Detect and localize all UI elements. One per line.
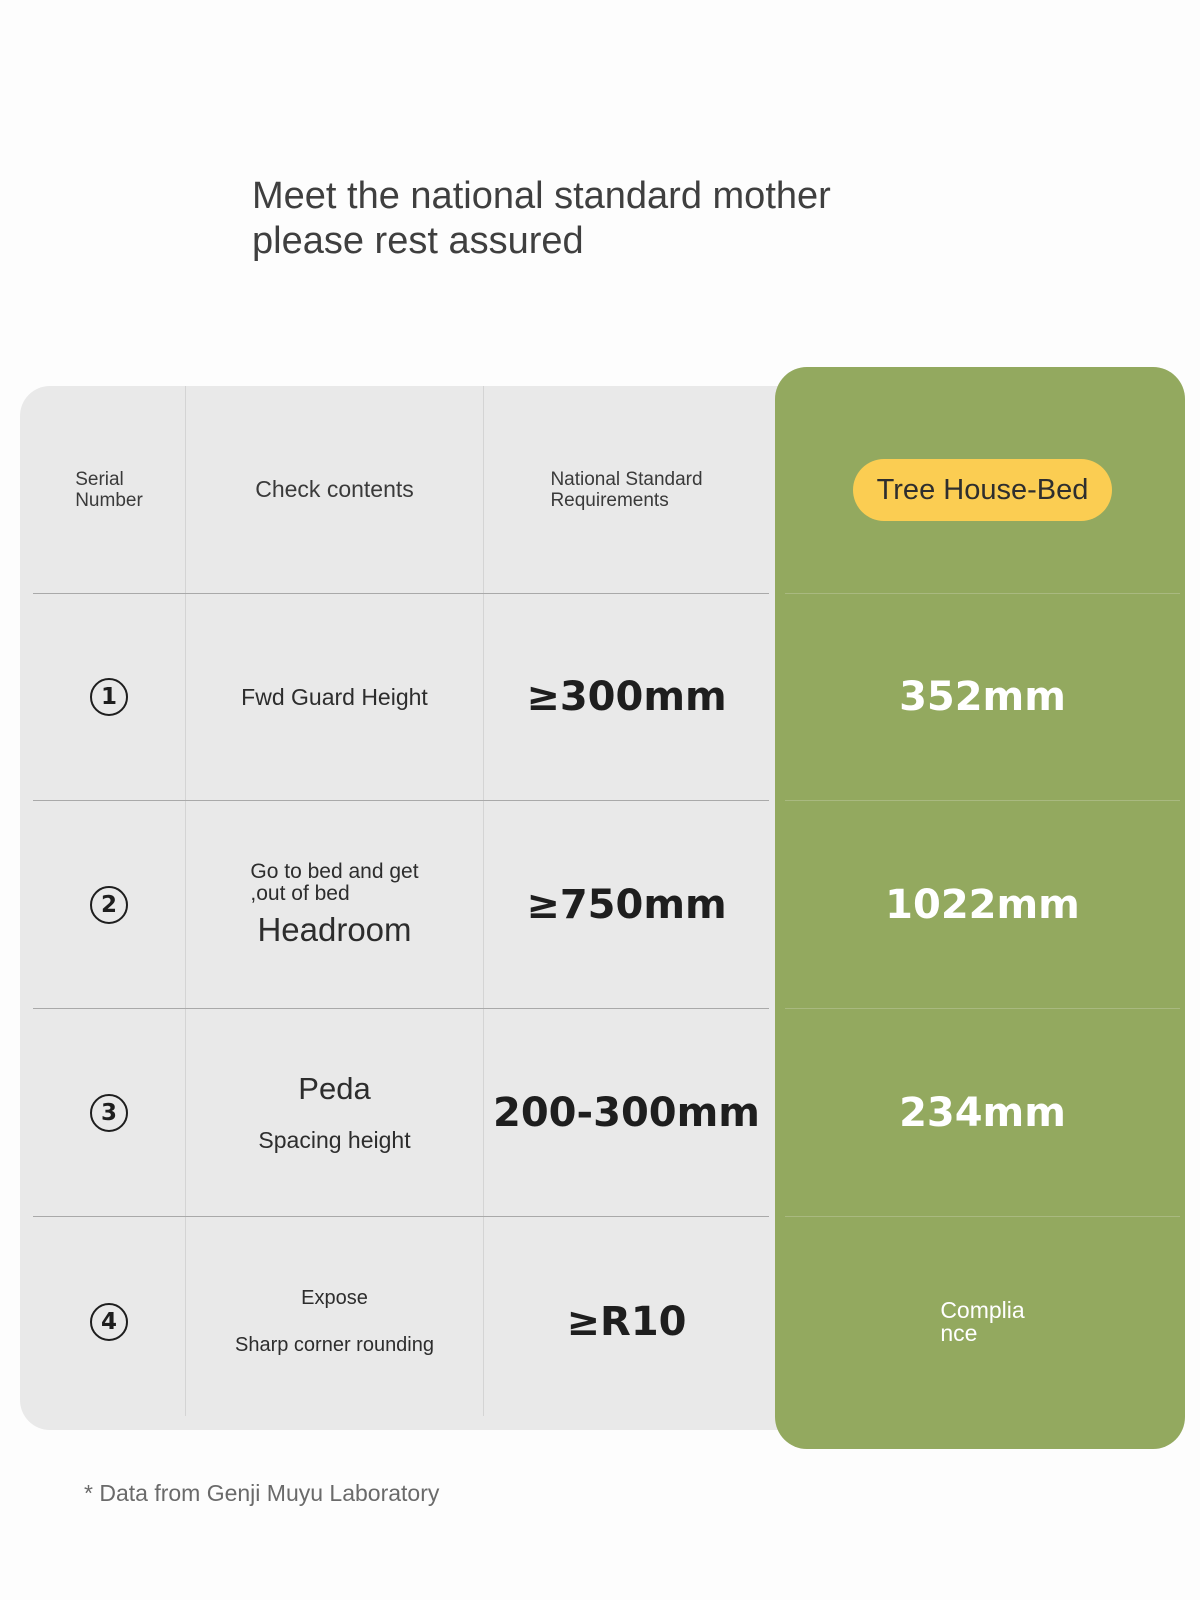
row-2-serial: [33, 801, 185, 1008]
serial-badge-4: 4: [90, 1303, 128, 1341]
row-1-product-value: 352mm: [899, 674, 1066, 720]
header-product: [785, 386, 1180, 593]
row-3-standard: [484, 1009, 769, 1216]
header-serial-line-2: Number: [75, 489, 143, 511]
row-1-serial: [33, 594, 185, 800]
row-1-standard: [484, 594, 769, 800]
headline-line-1: Meet the national standard mother: [252, 175, 831, 217]
row-2-item-line-2: ,out of bed: [250, 881, 350, 905]
header-national-standard: [484, 386, 769, 593]
serial-badge-3: 3: [90, 1094, 128, 1132]
header-standard-line-1: National Standard: [550, 468, 703, 490]
row-4-item-line-1: Expose: [301, 1287, 368, 1309]
headline: [252, 174, 972, 264]
header-standard-line-2: Requirements: [550, 489, 669, 511]
row-4-check-item: [186, 1217, 483, 1427]
row-4-product: [785, 1217, 1180, 1427]
row-2-check-item: [186, 801, 483, 1008]
row-2-standard-value: ≥750mm: [526, 881, 727, 928]
serial-badge-2: 2: [90, 886, 128, 924]
row-2-product-value: 1022mm: [885, 881, 1080, 928]
row-4-item-line-2: Sharp corner rounding: [234, 1334, 434, 1356]
product-name-badge: Tree House-Bed: [853, 459, 1113, 521]
row-2-item-line-1: Go to bed and get: [250, 859, 419, 883]
header-check-label: Check contents: [255, 476, 414, 502]
row-4-standard: [484, 1217, 769, 1427]
serial-badge-1: 1: [90, 678, 128, 716]
row-4-serial: [33, 1217, 185, 1427]
footnote: * Data from Genji Muyu Laboratory: [84, 1480, 440, 1506]
row-3-item-line-2: Spacing height: [258, 1127, 411, 1153]
headline-line-2: please rest assured: [252, 220, 584, 262]
row-3-item-line-1: Peda: [298, 1071, 371, 1106]
row-4-product-line-1: Complia: [940, 1297, 1025, 1323]
row-2-item-line-3: Headroom: [257, 910, 412, 948]
row-4-standard-value: ≥R10: [566, 1299, 687, 1345]
row-1-standard-value: ≥300mm: [526, 674, 727, 720]
row-3-serial: [33, 1009, 185, 1216]
header-serial-line-1: Serial: [75, 468, 124, 490]
row-1-check-item: [186, 594, 483, 800]
row-2-standard: [484, 801, 769, 1008]
row-1-product: [785, 594, 1180, 800]
row-3-check-item: [186, 1009, 483, 1216]
header-serial-number: [33, 386, 185, 593]
row-3-standard-value: 200-300mm: [493, 1089, 760, 1136]
row-1-item-label: Fwd Guard Height: [241, 683, 428, 710]
header-check-contents: [186, 386, 483, 593]
row-4-product-line-2: nce: [940, 1320, 978, 1346]
row-3-product: [785, 1009, 1180, 1216]
row-3-product-value: 234mm: [899, 1089, 1066, 1136]
row-2-product: [785, 801, 1180, 1008]
